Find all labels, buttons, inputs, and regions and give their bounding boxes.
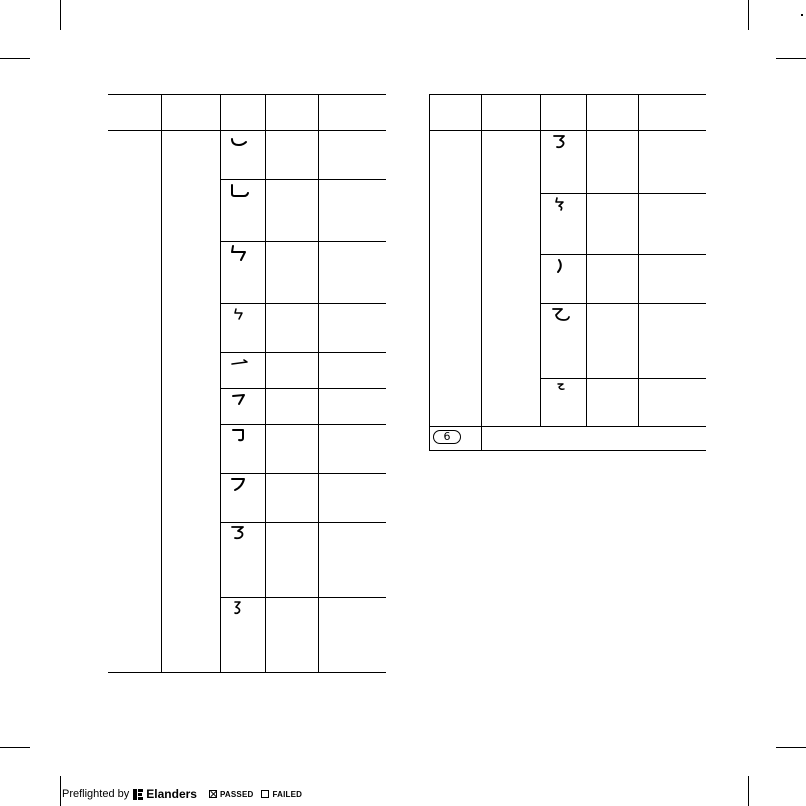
passed-label: PASSED <box>219 789 254 799</box>
table-rule <box>586 94 587 427</box>
vertical-hook-stroke-icon <box>229 183 251 199</box>
crop-mark <box>776 747 806 748</box>
table-rule <box>429 426 706 427</box>
horizontal-left-falling-hook-stroke-icon <box>229 525 249 541</box>
failed-checkbox <box>261 790 269 798</box>
corner-dot <box>801 14 803 16</box>
failed-label: FAILED <box>272 789 303 799</box>
table-rule <box>220 424 386 425</box>
horizontal-hook-stroke-icon <box>230 392 248 406</box>
table-rule <box>220 179 386 180</box>
table-rule <box>220 303 386 304</box>
table-rule <box>220 473 386 474</box>
table-rule <box>429 94 430 451</box>
table-rule <box>540 254 706 255</box>
horizontal-vertical-left-falling-stroke-icon <box>553 196 567 212</box>
table-rule <box>220 241 386 242</box>
page-number-badge: 6 <box>433 430 461 444</box>
table-rule <box>108 130 386 131</box>
horizontal-vertical-hook-stroke-icon <box>230 427 248 443</box>
curved-hook-stroke-icon <box>553 257 567 275</box>
crop-mark <box>60 776 61 806</box>
horizontal-left-falling-stroke-icon <box>232 307 246 321</box>
table-rule <box>220 94 221 673</box>
table-rule <box>108 672 386 673</box>
table-rule <box>540 378 706 379</box>
crop-mark <box>748 0 749 30</box>
table-rule <box>161 94 162 673</box>
table-rule <box>220 388 386 389</box>
table-rule <box>540 94 541 427</box>
table-rule <box>429 450 706 451</box>
table-rule <box>318 94 319 673</box>
table-rule <box>108 94 386 95</box>
table-rule <box>220 352 386 353</box>
preflight-footer <box>62 786 310 802</box>
horizontal-slanted-hook-stroke-icon <box>550 306 572 324</box>
horizontal-curved-hook-stroke-icon <box>229 476 249 492</box>
elanders-logo-icon <box>133 789 143 800</box>
table-rule <box>540 193 706 194</box>
crop-mark <box>0 58 30 59</box>
table-rule <box>429 94 706 95</box>
passed-checkbox <box>209 790 217 798</box>
small-curve-stroke-icon <box>555 382 567 392</box>
table-rule <box>540 303 706 304</box>
crop-mark <box>60 0 61 30</box>
preflight-prefix: Preflighted by <box>62 788 130 800</box>
horizontal-curve-hook-stroke-icon <box>551 134 569 150</box>
hook-stroke-icon <box>229 136 249 150</box>
table-rule <box>265 94 266 673</box>
crop-mark <box>0 747 30 748</box>
table-rule <box>481 94 482 451</box>
table-rule <box>220 597 386 598</box>
horizontal-vertical-vertical-hook-stroke-icon <box>229 244 251 262</box>
crop-mark <box>748 776 749 806</box>
preflight-brand: Elanders <box>146 787 197 801</box>
rising-stroke-icon <box>229 358 251 368</box>
table-rule <box>638 94 639 427</box>
crop-mark <box>776 58 806 59</box>
table-rule <box>220 522 386 523</box>
table-rule <box>429 130 706 131</box>
vertical-left-falling-stroke-icon <box>230 600 246 616</box>
